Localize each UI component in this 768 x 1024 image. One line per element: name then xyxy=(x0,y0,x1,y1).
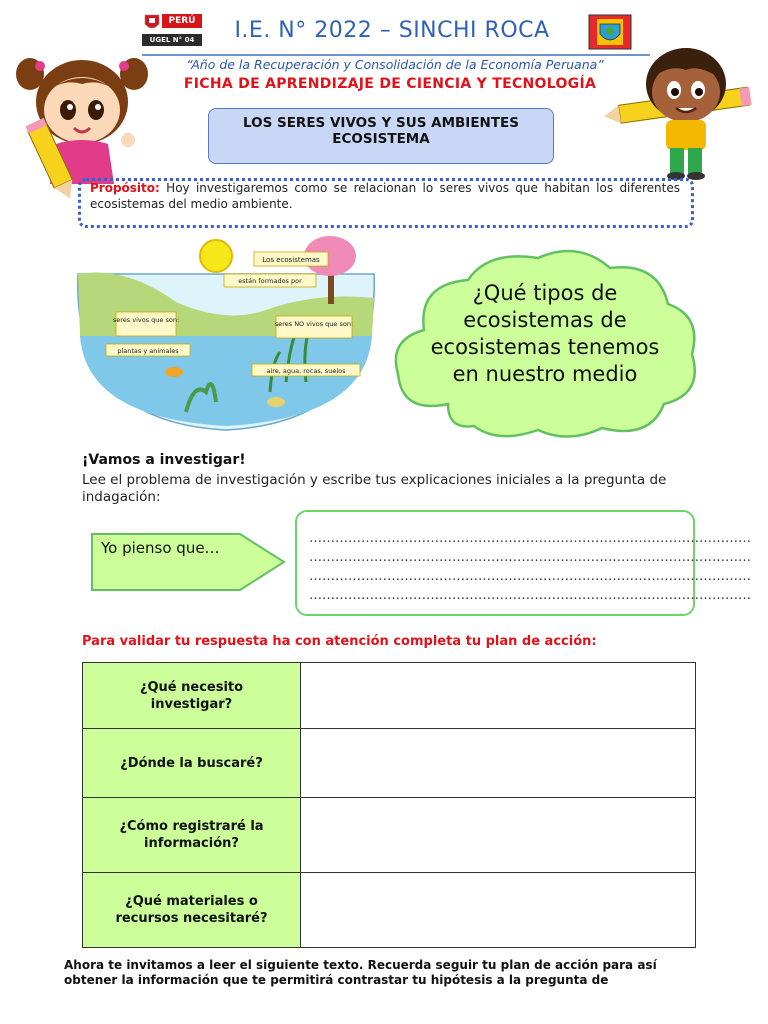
answer-line: ………………………………………………………………………………………… xyxy=(309,569,751,584)
plan-answer-cell[interactable] xyxy=(301,798,696,873)
cloud-question: ¿Qué tipos de ecosistemas de ecosistemas tenemos en nuestro medio xyxy=(430,281,660,386)
answer-line: ………………………………………………………………………………………… xyxy=(309,588,751,603)
label-formed-by: están formados por xyxy=(238,277,302,285)
ministry-logo xyxy=(142,12,204,52)
purpose-body: Hoy investigaremos como se relacionan lo seres vivos que habitan los diferentes ecosistemas del medio ambiente. xyxy=(90,181,680,211)
plan-question: ¿Qué materiales o recursos necesitaré? xyxy=(83,873,301,948)
boy-with-pencil-illustration xyxy=(618,42,754,182)
shield-icon xyxy=(144,14,160,32)
topic-box xyxy=(208,108,554,164)
school-name: I.E. N° 2022 – SINCHI ROCA xyxy=(234,18,550,43)
hypothesis-prompt: Yo pienso que… xyxy=(101,539,220,557)
purpose-label: Propósito: xyxy=(90,181,160,195)
plan-question: ¿Qué necesito investigar? xyxy=(83,663,301,729)
plan-heading: Para validar tu respuesta ha con atención completa tu plan de acción: xyxy=(82,634,597,649)
label-nonliving: seres NO vivos que son: xyxy=(274,320,354,328)
action-plan-table xyxy=(82,662,696,948)
header-divider xyxy=(142,54,650,56)
plan-answer-cell[interactable] xyxy=(301,873,696,948)
girl-with-pencil-illustration xyxy=(16,44,148,194)
logo-unit: UGEL N° 04 xyxy=(142,34,202,46)
closing-instruction: Ahora te invitamos a leer el siguiente texto. Recuerda seguir tu plan de acción para así obtener la información que te permitirá contrastar tu hipótesis a la pregunta de xyxy=(64,958,657,987)
ecosystem-illustration xyxy=(66,232,386,432)
year-motto: “Año de la Recuperación y Consolidación de la Economía Peruana” xyxy=(186,57,604,72)
table-row xyxy=(83,798,696,873)
table-row xyxy=(83,729,696,798)
table-row xyxy=(83,873,696,948)
plan-question: ¿Cómo registraré la información? xyxy=(83,798,301,873)
label-nonliving-examples: aire, agua, rocas, suelos xyxy=(266,367,346,375)
topic-title xyxy=(209,109,553,147)
topic-line-1: LOS SERES VIVOS Y SUS AMBIENTES xyxy=(242,115,520,131)
answer-line: ………………………………………………………………………………………… xyxy=(309,531,751,546)
answer-line: ………………………………………………………………………………………… xyxy=(309,550,751,565)
plan-answer-cell[interactable] xyxy=(301,729,696,798)
hypothesis-answer-box[interactable] xyxy=(295,510,751,616)
worksheet-title: FICHA DE APRENDIZAJE DE CIENCIA Y TECNOLOGÍA xyxy=(183,76,597,92)
investigate-heading: ¡Vamos a investigar! xyxy=(82,452,246,468)
plan-question: ¿Dónde la buscaré? xyxy=(83,729,301,798)
plan-answer-cell[interactable] xyxy=(301,663,696,729)
label-ecosystems: Los ecosistemas xyxy=(262,256,320,264)
label-living-examples: plantas y animales xyxy=(117,347,179,355)
topic-line-2: ECOSISTEMA xyxy=(332,131,430,147)
purpose-text xyxy=(90,180,680,212)
label-living: seres vivos que son: xyxy=(112,316,180,324)
table-row xyxy=(83,663,696,729)
logo-country: PERÚ xyxy=(162,14,202,28)
investigate-instruction: Lee el problema de investigación y escribe tus explicaciones iniciales a la pregunta de indagación: xyxy=(82,472,667,505)
